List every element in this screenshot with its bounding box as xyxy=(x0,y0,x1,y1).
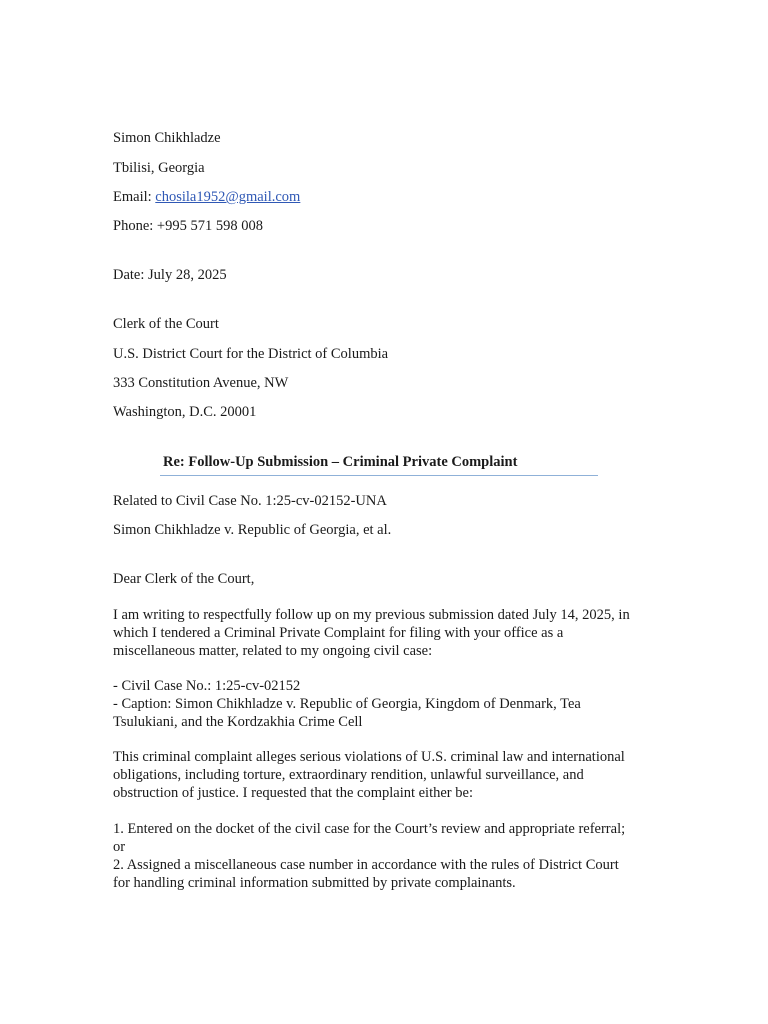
recipient-line-4: Washington, D.C. 20001 xyxy=(113,404,257,420)
recipient-line-2: U.S. District Court for the District of Columbia xyxy=(113,346,389,362)
paragraph-line: This criminal complaint alleges serious violations of U.S. criminal law and international xyxy=(113,749,625,765)
body-paragraph-2 xyxy=(113,677,653,731)
paragraph-line: Tsulukiani, and the Kordzakhia Crime Cell xyxy=(113,714,363,730)
salutation: Dear Clerk of the Court, xyxy=(113,571,255,587)
related-case-line: Related to Civil Case No. 1:25-cv-02152-UNA xyxy=(113,493,387,509)
body-paragraph-4 xyxy=(113,820,653,892)
paragraph-line: obligations, including torture, extraordinary rendition, unlawful surveillance, and xyxy=(113,767,584,783)
paragraph-line: I am writing to respectfully follow up on my previous submission dated July 14, 2025, in xyxy=(113,607,630,623)
related-caption-line: Simon Chikhladze v. Republic of Georgia, et al. xyxy=(113,522,392,538)
subject-heading: Re: Follow-Up Submission – Criminal Private Complaint xyxy=(163,454,518,470)
recipient-line-3: 333 Constitution Avenue, NW xyxy=(113,375,289,391)
paragraph-line: - Caption: Simon Chikhladze v. Republic of Georgia, Kingdom of Denmark, Tea xyxy=(113,696,581,712)
email-link[interactable]: chosila1952@gmail.com xyxy=(155,189,301,205)
paragraph-line: - Civil Case No.: 1:25-cv-02152 xyxy=(113,678,301,694)
paragraph-line: for handling criminal information submitted by private complainants. xyxy=(113,875,516,891)
paragraph-line: miscellaneous matter, related to my ongoing civil case: xyxy=(113,643,433,659)
body-paragraph-1 xyxy=(113,606,653,660)
body-paragraph-3 xyxy=(113,748,653,802)
letter-date: Date: July 28, 2025 xyxy=(113,267,227,283)
paragraph-line: or xyxy=(113,839,126,855)
subject-underline xyxy=(160,475,598,476)
paragraph-line: obstruction of justice. I requested that the complaint either be: xyxy=(113,785,473,801)
sender-phone: Phone: +995 571 598 008 xyxy=(113,218,263,234)
email-label: Email: xyxy=(113,189,156,205)
sender-email-line xyxy=(113,188,300,206)
sender-name: Simon Chikhladze xyxy=(113,130,221,146)
paragraph-line: which I tendered a Criminal Private Complaint for filing with your office as a xyxy=(113,625,564,641)
recipient-line-1: Clerk of the Court xyxy=(113,316,219,332)
paragraph-line: 1. Entered on the docket of the civil case for the Court’s review and appropriate referral; xyxy=(113,821,626,837)
paragraph-line: 2. Assigned a miscellaneous case number in accordance with the rules of District Court xyxy=(113,857,619,873)
sender-location: Tbilisi, Georgia xyxy=(113,160,205,176)
